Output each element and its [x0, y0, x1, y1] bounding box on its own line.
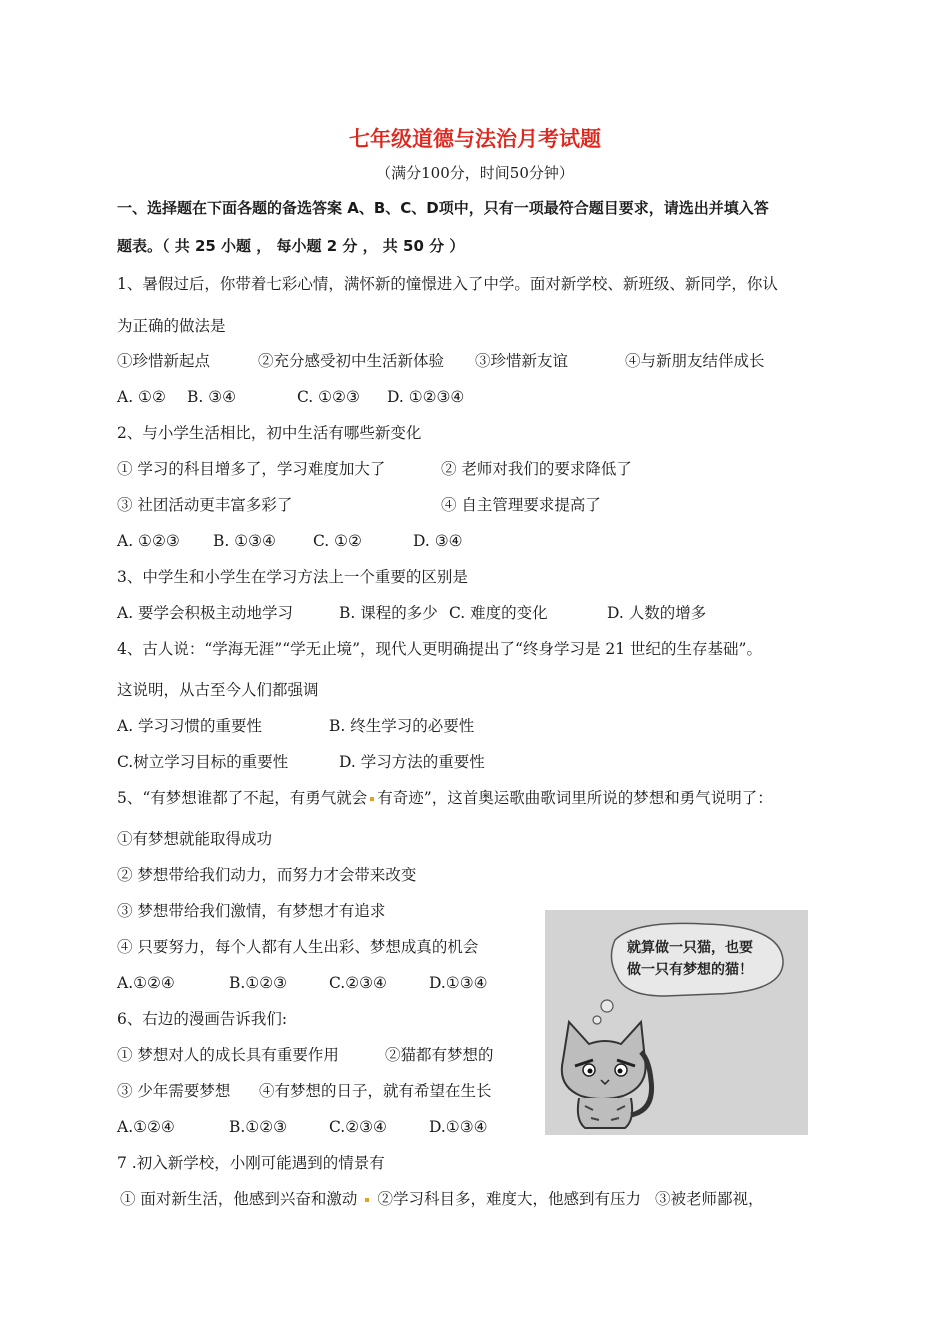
- q5-item: ①有梦想就能取得成功: [117, 830, 273, 848]
- q1-item: ④与新朋友结伴成长: [625, 352, 765, 370]
- q6-option: B.①②③: [229, 1118, 288, 1136]
- q5-option: A.①②④: [117, 974, 175, 992]
- q3-option: C. 难度的变化: [449, 604, 548, 622]
- q2-option: C. ①②: [313, 532, 362, 550]
- q4-stem-line2: 这说明，从古至今人们都强调: [117, 681, 319, 699]
- scan-mark: [365, 1198, 369, 1202]
- q2-item: ② 老师对我们的要求降低了: [441, 460, 632, 478]
- q5-item: ② 梦想带给我们动力，而努力才会带来改变: [117, 866, 417, 884]
- q1-item: ②充分感受初中生活新体验: [258, 352, 445, 370]
- q6-item: ④有梦想的日子，就有希望在生长: [259, 1082, 492, 1100]
- bubble-text-line2: 做一只有梦想的猫！: [627, 962, 753, 978]
- q5-option: B.①②③: [229, 974, 288, 992]
- q4-stem-line1: 4、古人说：“学海无涯”“学无止境”，现代人更明确提出了“终身学习是 21 世纪的生存基础”。: [117, 640, 762, 658]
- q2-item: ① 学习的科目增多了，学习难度加大了: [117, 460, 386, 478]
- q2-item: ③ 社团活动更丰富多彩了: [117, 496, 293, 514]
- q4-option: C.树立学习目标的重要性: [117, 753, 289, 771]
- q6-item: ②猫都有梦想的: [385, 1046, 494, 1064]
- q1-stem-line2: 为正确的做法是: [117, 317, 226, 335]
- q1-item: ①珍惜新起点: [117, 352, 211, 370]
- bubble-dot: [601, 1000, 613, 1012]
- q1-option: C. ①②③: [297, 388, 360, 406]
- q5-option: C.②③④: [329, 974, 387, 992]
- q6-option: D.①③④: [429, 1118, 488, 1136]
- q4-option: B. 终生学习的必要性: [329, 717, 475, 735]
- q5-item: ④ 只要努力，每个人都有人生出彩、梦想成真的机会: [117, 938, 479, 956]
- cat-cartoon-drawing: [545, 910, 808, 1135]
- section1-instruction-line1: 一、选择题在下面各题的备选答案 A、B、C、D项中，只有一项最符合题目要求，请选出并填入答: [117, 199, 769, 217]
- q5-stem: [117, 788, 773, 808]
- q7-item: ③被老师鄙视，: [654, 1190, 764, 1208]
- section1-instruction-line2: 题表。（ 共 25 小题 ， 每小题 2 分 ， 共 50 分 ）: [117, 237, 465, 255]
- q6-option: C.②③④: [329, 1118, 387, 1136]
- q7-item: ②学习科目多，难度大，他感到有压力: [377, 1190, 641, 1208]
- q1-option: D. ①②③④: [387, 388, 465, 406]
- q1-option: A. ①②: [117, 388, 166, 406]
- q1-option: B. ③④: [187, 388, 237, 406]
- q3-option: B. 课程的多少: [339, 604, 438, 622]
- q2-item: ④ 自主管理要求提高了: [441, 496, 601, 514]
- q3-option: A. 要学会积极主动地学习: [117, 604, 294, 622]
- bubble-text-line1: 就算做一只猫，也要: [627, 940, 753, 956]
- q4-option: A. 学习习惯的重要性: [117, 717, 263, 735]
- q5-stem-part1: 5、“有梦想谁都了不起，有勇气就会: [117, 789, 368, 807]
- q7-stem: 7 .初入新学校，小刚可能遇到的情景有: [117, 1154, 385, 1172]
- q6-stem: 6、右边的漫画告诉我们:: [117, 1010, 288, 1028]
- cat-icon: [562, 1022, 652, 1128]
- scan-mark: [370, 797, 374, 801]
- q6-option: A.①②④: [117, 1118, 175, 1136]
- page-title: 七年级道德与法治月考试题: [349, 126, 601, 151]
- q2-option: A. ①②③: [117, 532, 180, 550]
- q6-item: ① 梦想对人的成长具有重要作用: [117, 1046, 339, 1064]
- q3-stem: 3、中学生和小学生在学习方法上一个重要的区别是: [117, 568, 468, 586]
- q5-option: D.①③④: [429, 974, 488, 992]
- q1-item: ③珍惜新友谊: [475, 352, 569, 370]
- q6-item: ③ 少年需要梦想: [117, 1082, 231, 1100]
- cat-cartoon: [545, 910, 808, 1135]
- q7-items: [120, 1189, 763, 1209]
- score-time-note: （满分100分，时间50分钟）: [376, 164, 574, 182]
- q5-stem-part2: 有奇迹”，这首奥运歌曲歌词里所说的梦想和勇气说明了：: [377, 789, 773, 807]
- q1-stem-line1: 1、暑假过后，你带着七彩心情，满怀新的憧憬进入了中学。面对新学校、新班级、新同学，你认: [117, 275, 778, 293]
- thought-bubble: [611, 923, 783, 996]
- q2-option: D. ③④: [413, 532, 463, 550]
- q2-stem: 2、与小学生活相比，初中生活有哪些新变化: [117, 424, 422, 442]
- q3-option: D. 人数的增多: [607, 604, 707, 622]
- q5-item: ③ 梦想带给我们激情，有梦想才有追求: [117, 902, 386, 920]
- bubble-dot: [593, 1016, 601, 1024]
- q2-option: B. ①③④: [213, 532, 276, 550]
- q4-option: D. 学习方法的重要性: [339, 753, 485, 771]
- q7-item: ① 面对新生活，他感到兴奋和激动: [120, 1190, 358, 1208]
